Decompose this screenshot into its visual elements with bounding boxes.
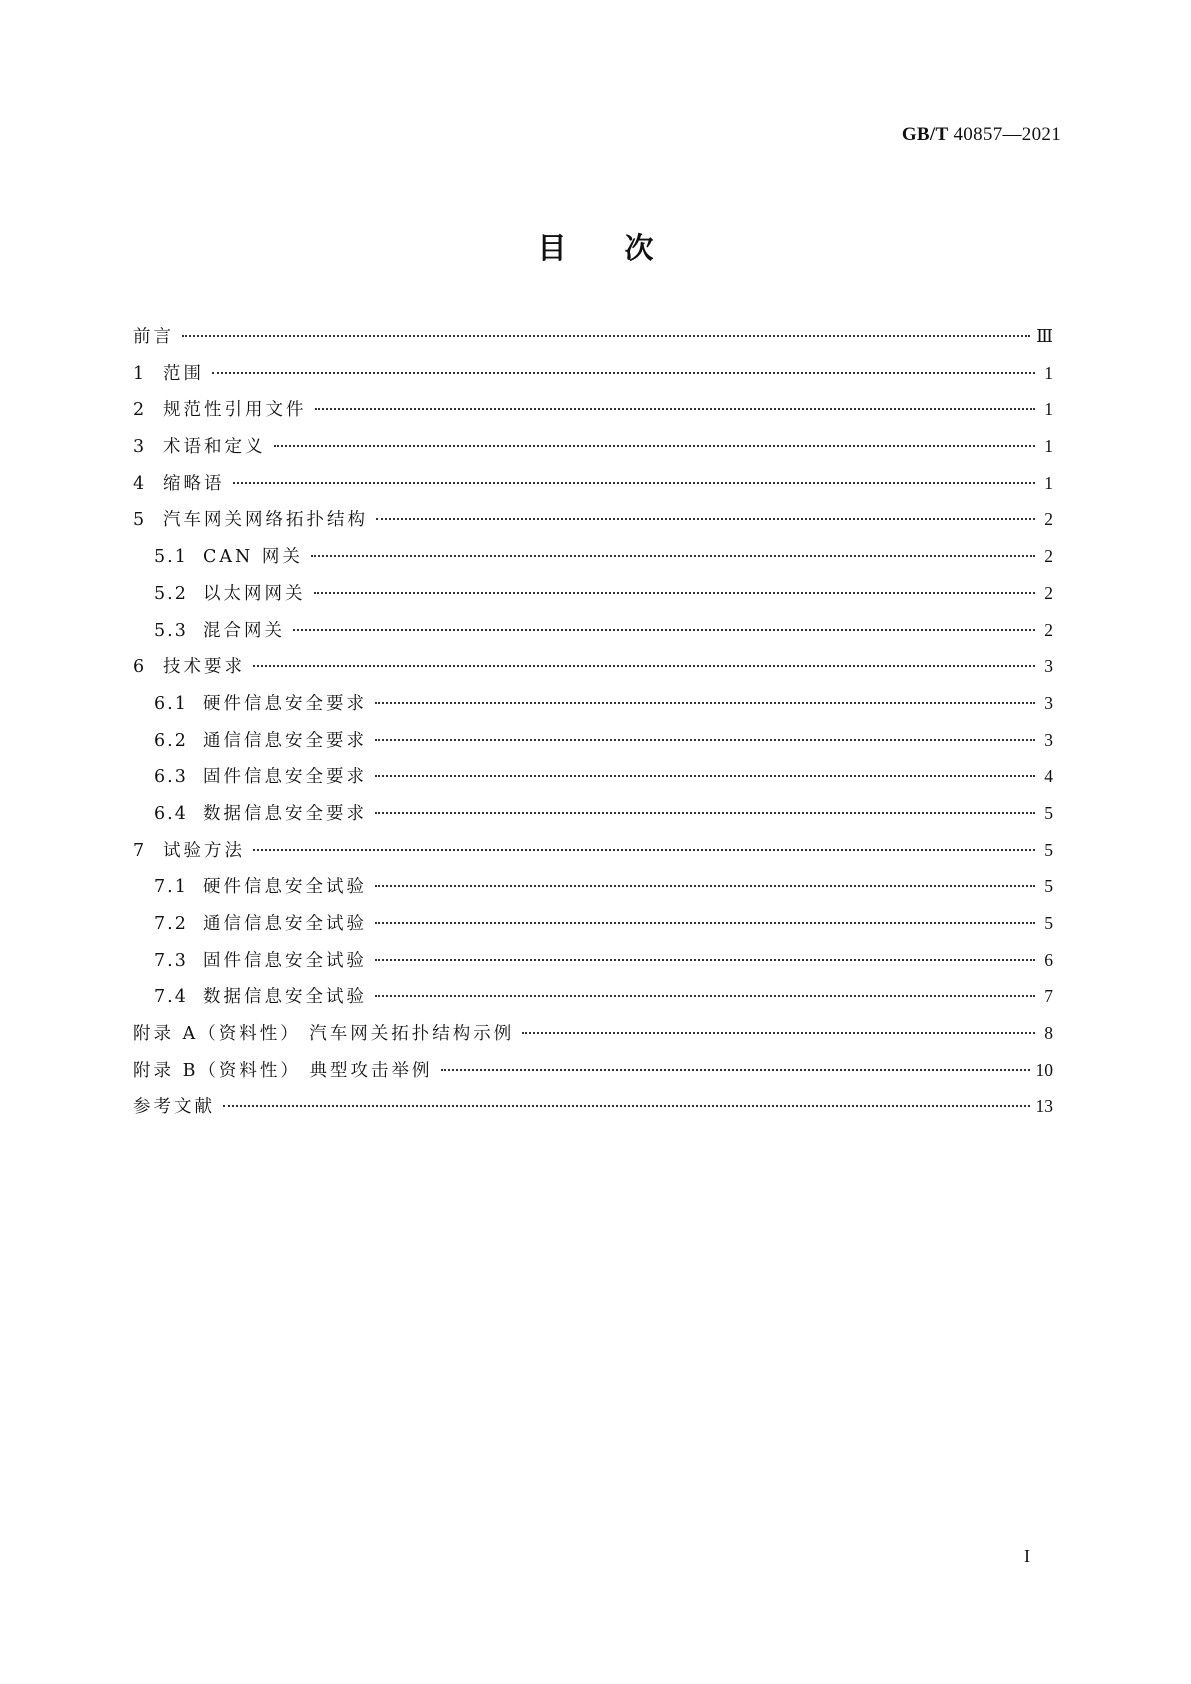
page-number: I — [1024, 1546, 1030, 1566]
toc-entry-number: 7.4 — [154, 987, 188, 1008]
toc-entry-number: 6.2 — [154, 730, 188, 751]
toc-entry-number: 7.2 — [154, 914, 188, 934]
toc-entry[interactable] — [133, 396, 1053, 433]
toc-leader-dots — [223, 1105, 1030, 1107]
toc-leader-dots — [274, 445, 1036, 447]
toc-leader-dots — [375, 812, 1035, 814]
toc-entry-title: 数据信息安全要求 — [203, 803, 367, 824]
toc-entry-page: 3 — [1044, 729, 1053, 750]
toc-entry-page: 2 — [1044, 582, 1053, 603]
toc-entry-number: 5.3 — [154, 620, 188, 641]
toc-entry-title: 数据信息安全试验 — [203, 987, 367, 1008]
toc-entry-title: 汽车网关网络拓扑结构 — [163, 510, 368, 531]
toc-entry-page: 2 — [1044, 619, 1053, 640]
toc-leader-dots — [233, 482, 1036, 484]
toc-leader-dots — [182, 335, 1030, 337]
toc-entry[interactable] — [133, 763, 1053, 800]
toc-entry[interactable] — [133, 690, 1053, 727]
toc-entry-title: 技术要求 — [163, 657, 245, 678]
toc-entry-title: 以太网网关 — [203, 583, 306, 604]
toc-entry-title: 前言 — [133, 327, 174, 347]
toc-entry[interactable] — [133, 360, 1053, 397]
toc-entry-title: 混合网关 — [203, 620, 285, 641]
toc-entry-number: 1 — [133, 363, 147, 384]
toc-entry-page: 3 — [1044, 692, 1053, 713]
page-title: 目次 — [537, 231, 712, 265]
toc-entry[interactable] — [133, 543, 1053, 580]
toc-entry[interactable] — [133, 800, 1053, 837]
toc-leader-dots — [253, 849, 1035, 851]
toc-entry[interactable] — [133, 983, 1053, 1020]
toc-leader-dots — [375, 739, 1035, 741]
toc-entry-title: 缩略语 — [163, 473, 225, 494]
toc-leader-dots — [376, 518, 1035, 520]
toc-leader-dots — [314, 592, 1036, 594]
toc-entry-title: 范围 — [163, 363, 204, 384]
toc-entry[interactable] — [133, 1057, 1053, 1094]
toc-entry-title: 参考文献 — [133, 1097, 215, 1118]
toc-entry[interactable] — [133, 727, 1053, 764]
toc-entry[interactable] — [133, 947, 1053, 984]
toc-entry-page: 1 — [1044, 399, 1053, 420]
toc-entry[interactable] — [133, 470, 1053, 507]
toc-entry[interactable] — [133, 433, 1053, 470]
toc-entry-title: 附录 A（资料性） 汽车网关拓扑结构示例 — [133, 1024, 515, 1045]
toc-entry-page: 5 — [1044, 913, 1053, 933]
toc-entry-number: 6.4 — [154, 803, 188, 824]
toc-entry-number: 5.1 — [154, 547, 188, 568]
toc-entry[interactable] — [133, 323, 1053, 360]
toc-entry[interactable] — [133, 617, 1053, 654]
standard-prefix: GB/T — [901, 124, 949, 145]
toc-entry[interactable] — [133, 1093, 1053, 1130]
standard-code — [902, 124, 1061, 146]
toc-entry-number: 4 — [133, 473, 147, 494]
toc-entry-number: 5.2 — [154, 583, 188, 604]
toc-entry-number: 5 — [133, 510, 147, 531]
toc-leader-dots — [212, 372, 1035, 374]
toc-leader-dots — [375, 775, 1035, 777]
toc-entry-title: CAN 网关 — [203, 547, 303, 568]
toc-entry-page: 7 — [1044, 986, 1053, 1007]
toc-leader-dots — [375, 959, 1035, 961]
toc-entry[interactable] — [133, 873, 1053, 910]
toc-leader-dots — [293, 629, 1035, 631]
toc-leader-dots — [522, 1032, 1035, 1034]
toc-entry[interactable] — [133, 506, 1053, 543]
toc-leader-dots — [253, 665, 1035, 667]
toc-leader-dots — [441, 1069, 1030, 1071]
toc-entry-page: 8 — [1044, 1023, 1053, 1044]
toc-entry[interactable] — [133, 580, 1053, 617]
toc-leader-dots — [375, 995, 1035, 997]
toc-entry-number: 3 — [133, 437, 147, 458]
standard-number: 40857—2021 — [953, 124, 1061, 145]
toc-entry-page: 1 — [1044, 436, 1053, 457]
toc-entry[interactable] — [133, 653, 1053, 690]
toc-entry-number: 2 — [133, 400, 147, 421]
toc-entry-title: 固件信息安全试验 — [203, 950, 367, 971]
toc-entry[interactable] — [133, 837, 1053, 874]
toc-entry-page: 1 — [1044, 472, 1053, 493]
toc-entry[interactable] — [133, 1020, 1053, 1057]
toc-entry-number: 7.1 — [154, 877, 188, 898]
toc-entry-page: 10 — [1035, 1059, 1053, 1080]
toc-leader-dots — [311, 555, 1035, 557]
toc-entry-number: 6 — [133, 657, 147, 678]
toc-entry-page: 6 — [1044, 949, 1053, 970]
toc-entry-title: 附录 B（资料性） 典型攻击举例 — [133, 1060, 433, 1081]
toc-entry-number: 7.3 — [154, 950, 188, 971]
toc-entry-page: 4 — [1044, 766, 1053, 787]
toc-entry-title: 硬件信息安全要求 — [203, 693, 367, 714]
toc-entry-page: 5 — [1044, 876, 1053, 897]
toc-entry-title: 规范性引用文件 — [163, 400, 307, 421]
toc-entry-number: 6.1 — [154, 693, 188, 714]
toc-entry-title: 试验方法 — [163, 840, 245, 861]
toc-entry-page: 2 — [1044, 509, 1053, 530]
toc-entry-title: 通信信息安全要求 — [203, 730, 367, 751]
toc-entry-page: 3 — [1044, 656, 1053, 677]
toc-leader-dots — [375, 922, 1035, 924]
toc-entry-page: 5 — [1044, 839, 1053, 860]
toc-entry-title: 通信信息安全试验 — [203, 914, 367, 934]
toc-entry-page: 13 — [1035, 1096, 1053, 1117]
toc-entry-page: Ⅲ — [1036, 326, 1053, 346]
toc-leader-dots — [375, 885, 1035, 887]
toc-leader-dots — [315, 408, 1036, 410]
toc-entry-page: 5 — [1044, 802, 1053, 823]
toc-entry-page: 1 — [1044, 362, 1053, 383]
toc-entry-title: 固件信息安全要求 — [203, 767, 367, 788]
toc-leader-dots — [375, 702, 1035, 704]
toc-entry-page: 2 — [1044, 546, 1053, 567]
toc-entry[interactable] — [133, 910, 1053, 947]
toc-entry-number: 7 — [133, 840, 147, 861]
toc-entry-number: 6.3 — [154, 767, 188, 788]
table-of-contents — [133, 323, 1053, 1130]
toc-entry-title: 术语和定义 — [163, 437, 266, 458]
toc-entry-title: 硬件信息安全试验 — [203, 877, 367, 898]
